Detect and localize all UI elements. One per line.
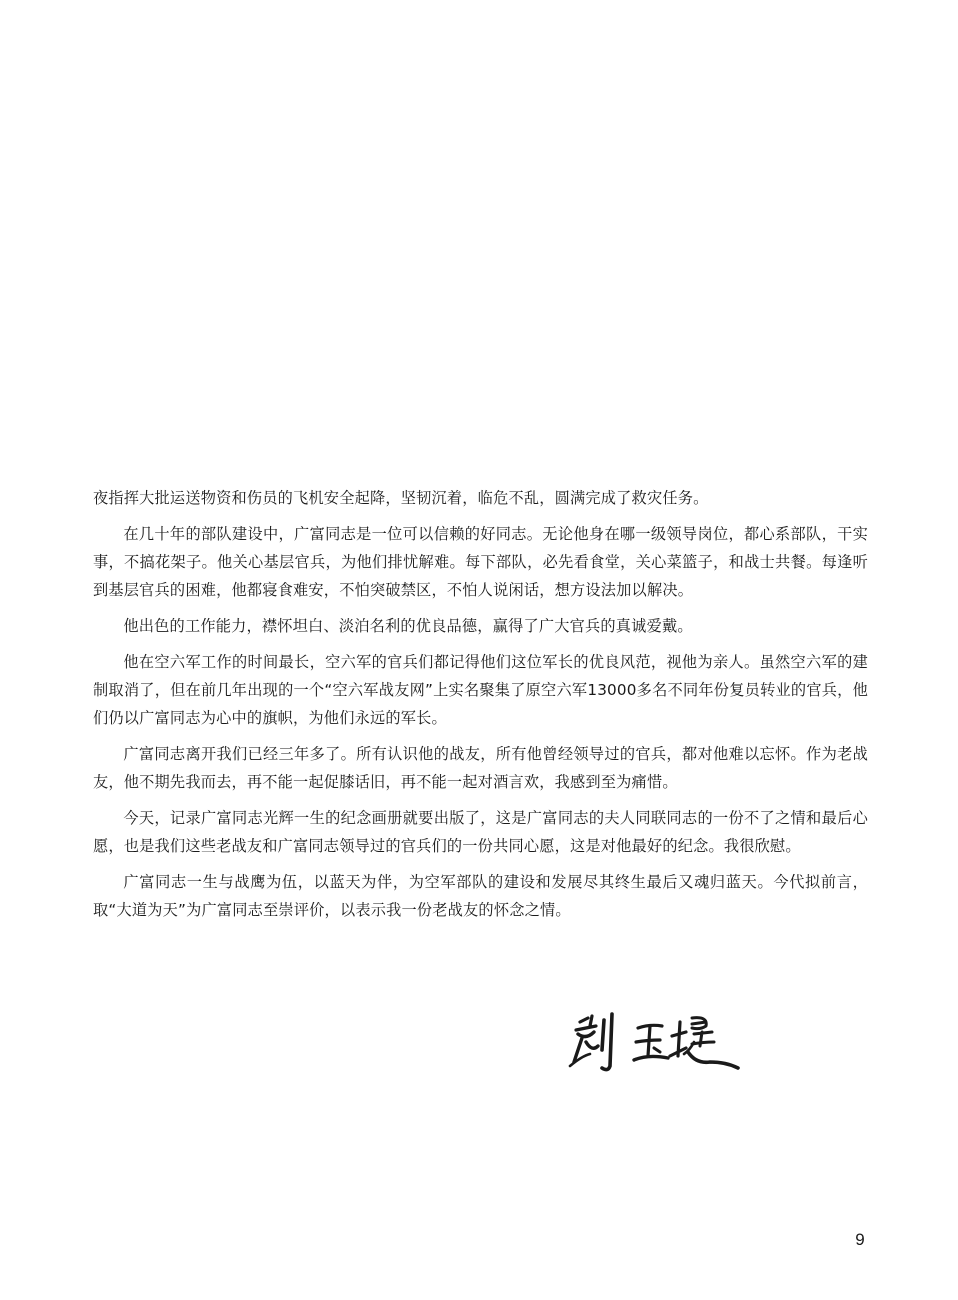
paragraph-continued: 夜指挥大批运送物资和伤员的飞机安全起降，坚韧沉着，临危不乱，圆满完成了救灾任务。 [93,489,709,507]
handwritten-signature [568,1012,740,1076]
paragraph: 广富同志离开我们已经三年多了。所有认识他的战友，所有他曾经领导过的官兵，都对他难以忘怀。作为老战友，他不期先我而去，再不能一起促膝话旧，再不能一起对酒言欢，我感到至为痛惜。 [93,745,868,791]
paragraph: 他出色的工作能力，襟怀坦白、淡泊名利的优良品德，赢得了广大官兵的真诚爱戴。 [123,617,693,635]
paragraph: 广富同志一生与战鹰为伍，以蓝天为伴，为空军部队的建设和发展尽其终生最后又魂归蓝天。今代拟前言，取“大道为天”为广富同志至崇评价，以表示我一份老战友的怀念之情。 [93,873,868,919]
page-number: 9 [855,1230,865,1249]
paragraph: 今天，记录广富同志光辉一生的纪念画册就要出版了，这是广富同志的夫人同联同志的一份不了之情和最后心愿，也是我们这些老战友和广富同志领导过的官兵们的一份共同心愿，这是对他最好的纪念。我很欣慰。 [93,809,868,855]
paragraph: 在几十年的部队建设中，广富同志是一位可以信赖的好同志。无论他身在哪一级领导岗位，都心系部队，干实事，不搞花架子。他关心基层官兵，为他们排忧解难。每下部队，必先看食堂，关心菜篮子，和战士共餐。每逢听到基层官兵的困难，他都寝食难安，不怕突破禁区，不怕人说闲话，想方设法加以解决。 [93,525,868,599]
body-text [93,484,868,932]
paragraph: 他在空六军工作的时间最长，空六军的官兵们都记得他们这位军长的优良风范，视他为亲人。虽然空六军的建制取消了，但在前几年出现的一个“空六军战友网”上实名聚集了原空六军13000多名不同年份复员转业的官兵，他们仍以广富同志为心中的旗帜，为他们永远的军长。 [93,653,868,727]
